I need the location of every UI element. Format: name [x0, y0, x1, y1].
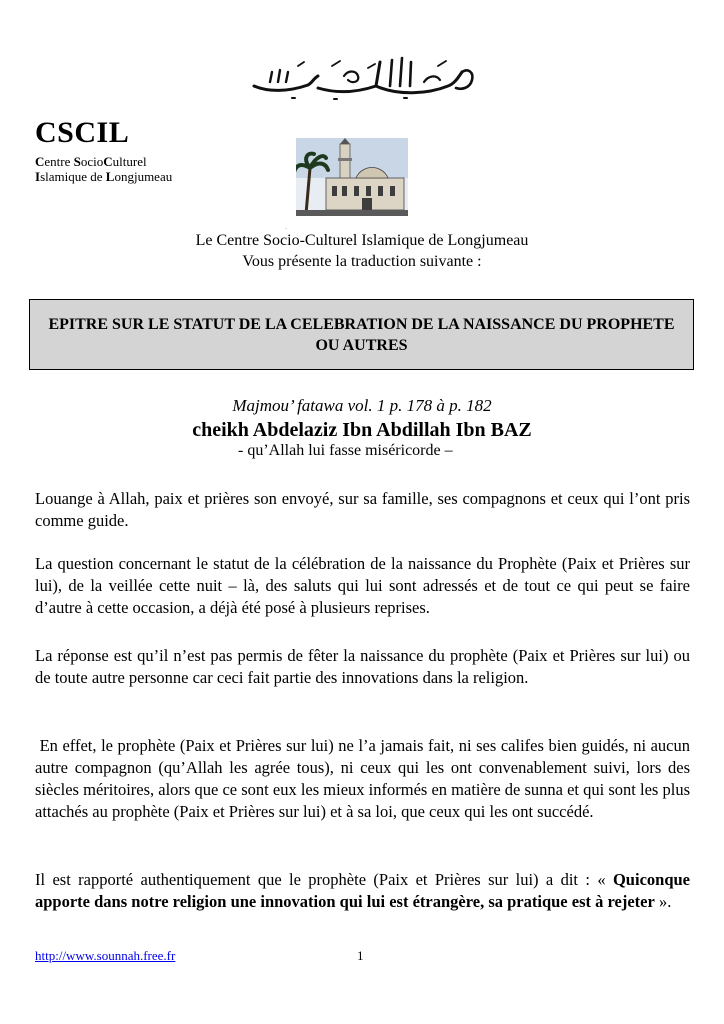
- body-paragraph-4: En effet, le prophète (Paix et Prières sur lui) ne l’a jamais fait, ni ses califes bien guidés, ni aucun autre compagnon (qu’Allah les agrée tous), ni ceux qui les ont convenablement suivi, lors des siècles méritoires, alors que ce sont eux les mieux informés en matière de sunna et qui sont les plus attachés au prophète (Paix et Prières sur lui) et à sa loi, que ceux qui les ont succédé.: [35, 736, 695, 821]
- source-reference: Majmou’ fatawa vol. 1 p. 178 à p. 182: [232, 396, 492, 415]
- footer-website-link[interactable]: http://www.sounnah.free.fr: [35, 948, 176, 963]
- body-paragraph-2: La question concernant le statut de la célébration de la naissance du Prophète (Paix et Prières sur lui), de la veillée cette nuit – là, des saluts qui lui sont adressés et de tout ce qui peut se faire d’autre à cette occasion, a déjà été posé à plusieurs reprises.: [35, 554, 690, 617]
- hadith-end: ».: [654, 892, 672, 911]
- author-blessing: - qu’Allah lui fasse miséricorde –: [238, 442, 453, 459]
- org-name-line-2: Islamique de Longjumeau: [35, 169, 173, 184]
- hadith-intro: Il est rapporté authentiquement que le prophète (Paix et Prières sur lui) a dit : «: [35, 870, 613, 889]
- document-title-box: [29, 299, 694, 370]
- intro-line-2: Vous présente la traduction suivante :: [242, 253, 482, 270]
- mosque-icon: [296, 138, 408, 216]
- body-paragraph-3: La réponse est qu’il n’est pas permis de fêter la naissance du prophète (Paix et Prières sur lui) ou de toute autre personne car ceci fait partie des innovations dans la religion.: [35, 646, 690, 687]
- decorative-dot: .: [285, 222, 287, 231]
- org-name-line-1: Centre SocioCulturel: [35, 154, 147, 169]
- org-acronym: CSCIL: [35, 116, 130, 149]
- page-number: 1: [357, 948, 364, 963]
- basmala-calligraphy: [248, 52, 478, 104]
- document-title: EPITRE SUR LE STATUT DE LA CELEBRATION DE LA NAISSANCE DU PROPHETE OU AUTRES: [48, 315, 675, 354]
- intro-line-1: Le Centre Socio-Culturel Islamique de Longjumeau: [195, 232, 529, 249]
- author-name: cheikh Abdelaziz Ibn Abdillah Ibn BAZ: [192, 419, 532, 441]
- hadith-quote: Quiconque apporte dans notre religion une innovation qui lui est étrangère, sa pratique est à rejeter: [35, 870, 690, 911]
- body-paragraph-5: [35, 869, 690, 913]
- body-paragraph-1: Louange à Allah, paix et prières son envoyé, sur sa famille, ses compagnons et ceux qui l’ont pris comme guide.: [35, 489, 690, 530]
